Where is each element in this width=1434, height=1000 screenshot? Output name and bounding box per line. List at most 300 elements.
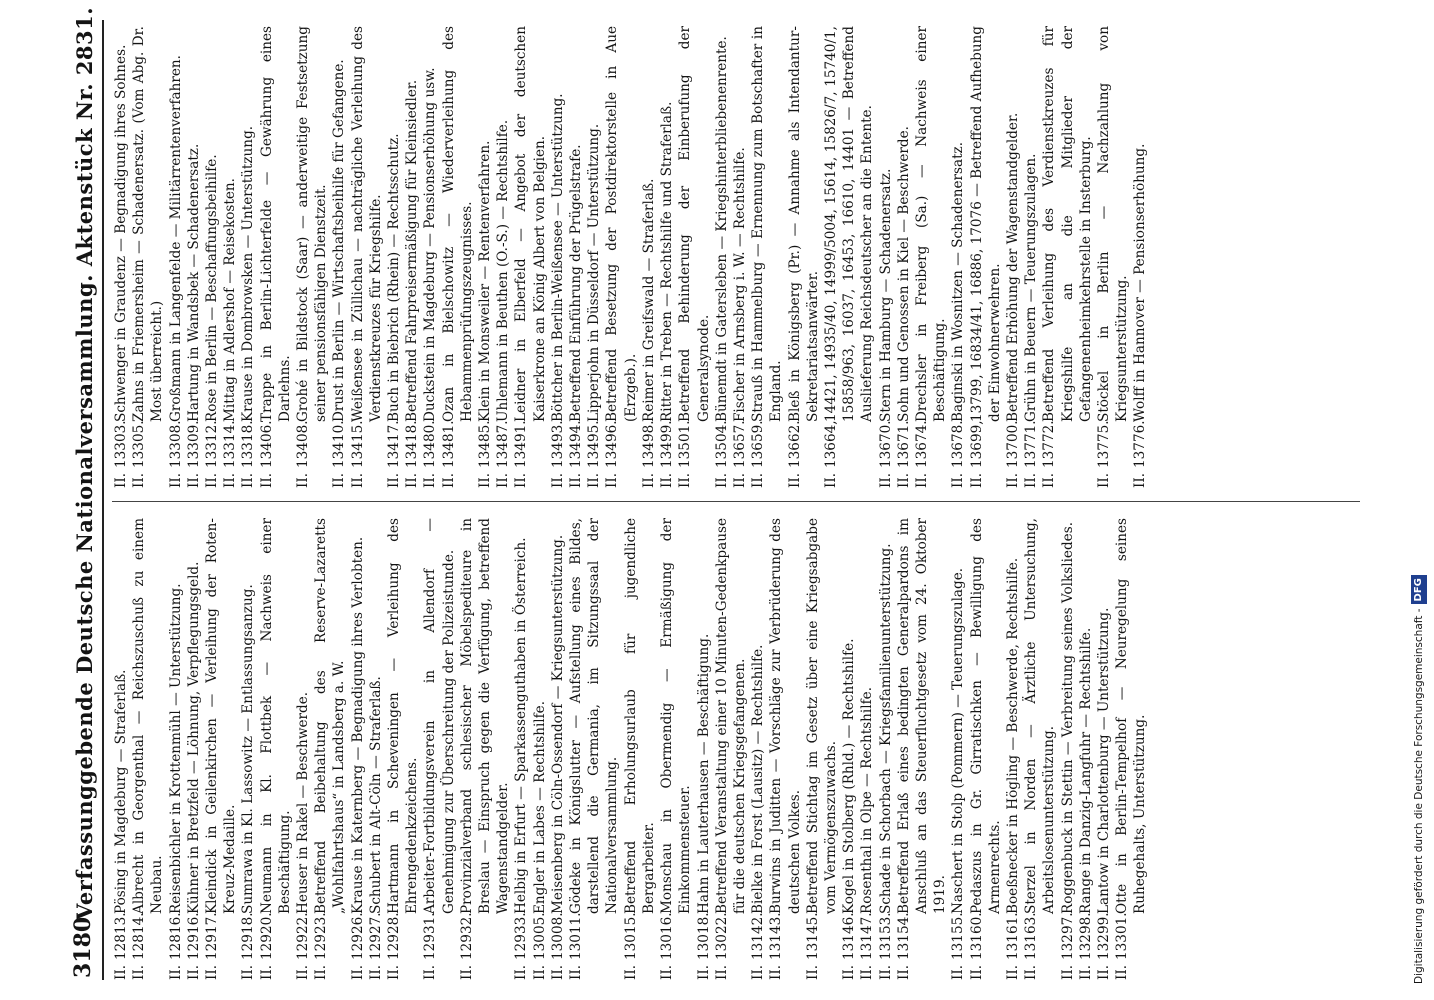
entry-text: Weißensee in Züllichau — nachträgliche Verleihung des Verdienstkreuzes für Kriegshilfe. xyxy=(349,26,384,422)
entry-number: 13496. xyxy=(604,420,621,468)
entry-text: Bünemdt in Gatersleben — Kriegshinterbliebenenrente. xyxy=(713,36,730,422)
register-entry xyxy=(658,518,694,980)
entry-roman-numeral: II. xyxy=(677,472,694,488)
entry-number: 13776. xyxy=(1132,420,1149,468)
register-entry xyxy=(330,26,348,488)
entry-roman-numeral: II. xyxy=(331,472,348,488)
entry-roman-numeral: II. xyxy=(968,964,985,980)
entry-text: Roggenbuck in Stettin — Verbreitung seines Volksliedes. xyxy=(1059,521,1076,914)
entry-roman-numeral: II. xyxy=(877,472,894,488)
entry-roman-numeral: II. xyxy=(204,472,221,488)
entry-number: 12813. xyxy=(113,912,129,960)
entry-roman-numeral: II. xyxy=(422,964,439,980)
register-entry xyxy=(949,26,967,488)
entry-text: Betreffend Stichtag im Gesetz über eine Kriegsabgabe vom Vermögenszuwachs. xyxy=(804,518,839,914)
entry-roman-numeral: II. xyxy=(222,472,239,488)
entry-number: 13699, xyxy=(968,420,985,468)
entry-text: Burwins in Juditten — Vorschläge zur Verbrüderung des deutschen Volkes. xyxy=(768,518,803,914)
entry-number: 13659. xyxy=(750,420,767,468)
entry-roman-numeral: II. xyxy=(877,964,894,980)
register-entry xyxy=(968,518,1004,980)
register-entry xyxy=(1095,26,1131,488)
entry-roman-numeral: II. xyxy=(131,472,148,488)
entry-roman-numeral: II. xyxy=(204,964,221,980)
entry-text: Krause in Katernberg — Begnadigung ihres Verlobten. xyxy=(349,536,366,914)
entry-text: Pösing in Magdeburg — Straferlaß. xyxy=(113,669,129,914)
entry-number: 13147. xyxy=(859,912,876,960)
entry-text: Rose in Berlin — Beschaffungsbeihilfe. xyxy=(204,154,221,422)
register-entry xyxy=(385,26,403,488)
entry-number: 13501. xyxy=(677,420,694,468)
entry-roman-numeral: II. xyxy=(1095,472,1112,488)
register-entry xyxy=(185,26,203,488)
page-number: 3180 xyxy=(70,916,96,978)
entry-number: 13662. xyxy=(786,420,803,468)
entry-roman-numeral: II. xyxy=(1114,964,1131,980)
entry-roman-numeral: II. xyxy=(1132,472,1149,488)
entry-number: 13308. xyxy=(167,420,184,468)
entry-text: Bielke in Forst (Lausitz) — Rechtshilfe. xyxy=(750,644,767,914)
entry-text: Kühner in Bretzfeld — Löhnung, Verpflegungsgeld. xyxy=(185,561,202,914)
entry-roman-numeral: II. xyxy=(786,472,803,488)
register-entry xyxy=(294,518,312,980)
entry-number: 13314. xyxy=(222,420,239,468)
register-entry xyxy=(167,518,185,980)
entry-roman-numeral: II. xyxy=(822,472,839,488)
register-entry xyxy=(421,518,457,980)
register-entry xyxy=(112,26,130,488)
entry-number: 13008. xyxy=(549,912,566,960)
entry-roman-numeral: II. xyxy=(804,964,821,980)
register-entry xyxy=(239,518,257,980)
entry-roman-numeral: II. xyxy=(950,964,967,980)
entry-number: 13491. xyxy=(513,420,530,468)
entry-text: Heuser in Rakel — Beschwerde. xyxy=(295,691,312,914)
entry-number: 13670. xyxy=(877,420,894,468)
entry-roman-numeral: II. xyxy=(640,472,657,488)
entry-roman-numeral: II. xyxy=(313,964,330,980)
entry-text: Mittag in Adlershof — Reisekosten. xyxy=(222,178,239,422)
register-entry xyxy=(294,26,330,488)
register-entry xyxy=(695,518,713,980)
register-entry xyxy=(458,518,513,980)
entry-number: 13657. xyxy=(731,420,748,468)
register-entry xyxy=(895,518,950,980)
register-entry xyxy=(1022,26,1040,488)
entry-number: 13480. xyxy=(422,420,439,468)
entry-text: Schwenger in Graudenz — Begnadigung ihres Sohnes. xyxy=(113,44,129,422)
entry-number: 13160. xyxy=(968,912,985,960)
entry-text: Buch in Biebrich (Rhein) — Rechtsschutz. xyxy=(386,133,403,422)
entry-number: 12916. xyxy=(185,912,202,960)
entry-number: 13775. xyxy=(1095,420,1112,468)
entry-number: 13771. xyxy=(1023,420,1040,468)
register-entry xyxy=(421,26,439,488)
entry-roman-numeral: II. xyxy=(659,472,676,488)
entry-number: 13297. xyxy=(1059,912,1076,960)
entry-text: Drechsler in Freiberg (Sa.) — Nachweis einer Beschäftigung. xyxy=(913,26,949,422)
entry-number: 13154. xyxy=(895,912,912,960)
entry-text: Drust in Berlin — Wirtschaftsbeihilfe für Gefangene. xyxy=(331,59,348,422)
entry-number: 12928. xyxy=(386,912,403,960)
entry-roman-numeral: II. xyxy=(1004,964,1021,980)
entry-text: Naschert in Stolp (Pommern) — Teuerungszulage. xyxy=(950,567,967,914)
entry-text: Leidner in Elberfeld — Angebot der deutschen Kaiserkrone an König Albert von Belgien. xyxy=(513,26,548,422)
register-entry xyxy=(1113,518,1149,980)
rotated-page xyxy=(60,6,1360,980)
entry-number: 13022. xyxy=(713,912,730,960)
entry-number: 13700. xyxy=(1004,420,1021,468)
entry-roman-numeral: II. xyxy=(477,472,494,488)
entry-text: Baginski in Wosnitzen — Schadenersatz. xyxy=(950,141,967,422)
entry-roman-numeral: II. xyxy=(295,964,312,980)
entry-text: 13799, 16834/41, 16886, 17076 — Betreffend Aufhebung der Einwohnerwehren. xyxy=(968,26,1003,422)
entry-number: 13487. xyxy=(495,420,512,468)
entry-number: 13498. xyxy=(640,420,657,468)
entry-roman-numeral: II. xyxy=(950,472,967,488)
dfg-logo: DFG xyxy=(1411,575,1427,604)
entry-number: 13499. xyxy=(659,420,676,468)
entry-number: 13493. xyxy=(549,420,566,468)
entry-number: 13016. xyxy=(659,912,676,960)
entry-text: Grohé in Bildstock (Saar) — anderweitige Festsetzung seiner pensionsfähigen Dienstzeit. xyxy=(295,26,330,422)
register-entry xyxy=(658,26,676,488)
entry-roman-numeral: II. xyxy=(659,964,676,980)
entry-roman-numeral: II. xyxy=(1023,472,1040,488)
entry-text: Engler in Labes — Rechtshilfe. xyxy=(531,700,548,914)
entry-roman-numeral: II. xyxy=(258,472,275,488)
entry-number: 12814. xyxy=(131,912,148,960)
entry-number: 13418. xyxy=(404,420,421,468)
entry-number: 13772. xyxy=(1041,420,1058,468)
entry-roman-numeral: II. xyxy=(458,964,475,980)
register-entry xyxy=(1004,26,1022,488)
entry-number: 13494. xyxy=(568,420,585,468)
register-entry xyxy=(239,26,257,488)
entry-number: 13015. xyxy=(622,912,639,960)
entry-text: Duckstein in Magdeburg — Pensionserhöhung usw. xyxy=(422,67,439,422)
register-entry xyxy=(731,26,749,488)
entry-text: Betreffend Einführung der Prügelstrafe. xyxy=(568,144,585,422)
register-entry xyxy=(567,26,585,488)
entry-number: 13005. xyxy=(531,912,548,960)
entry-text: Böttcher in Berlin-Weißensee — Unterstützung. xyxy=(549,93,566,422)
page-header xyxy=(66,6,104,980)
register-entry xyxy=(1077,518,1095,980)
entry-number: 13299. xyxy=(1095,912,1112,960)
entry-text: Sumrawa in Kl. Lassowitz — Entlassungsanzug. xyxy=(240,584,257,914)
digitization-note-text: Digitalisierung gefördert durch die Deutsche Forschungsgemeinschaft - xyxy=(1413,608,1425,984)
entry-number: 12816. xyxy=(167,912,184,960)
register-entry xyxy=(549,26,567,488)
entry-roman-numeral: II. xyxy=(1004,472,1021,488)
register-entry xyxy=(185,518,203,980)
entry-text: Trappe in Berlin-Lichterfelde — Gewährung eines Darlehns. xyxy=(258,26,293,422)
entry-text: Hahn in Lauterhausen — Beschäftigung. xyxy=(695,633,712,914)
entry-text: Ozan in Bielschowitz — Wiederverleihung des Hebammenprüfungszeugnisses. xyxy=(440,26,475,422)
register-entry xyxy=(895,26,913,488)
entry-roman-numeral: II. xyxy=(713,472,730,488)
entry-number: 13155. xyxy=(950,912,967,960)
entry-number: 13678. xyxy=(950,420,967,468)
entry-text: Range in Danzig-Langfuhr — Rechtshilfe. xyxy=(1077,627,1094,914)
entry-number: 13146. xyxy=(841,912,858,960)
register-entry xyxy=(349,518,367,980)
register-entry xyxy=(221,26,239,488)
entry-text: Hartung in Wandsbek — Schadenersatz. xyxy=(185,143,202,422)
entry-roman-numeral: II. xyxy=(750,964,767,980)
entry-text: 14421, 14935/40, 14999/5004, 15614, 15826/7, 15740/1, 15858/963, 16037, 16453, 16610, 14401 — Betreffend Auslieferung Reichsdeutscher an die Entente. xyxy=(822,26,876,422)
entry-number: 13406. xyxy=(258,420,275,468)
register-entry xyxy=(749,518,767,980)
entry-roman-numeral: II. xyxy=(367,964,384,980)
entry-text: Betreffend Erholungsurlaub für jugendliche Bergarbeiter. xyxy=(622,518,657,914)
entry-text: Stern in Hamburg — Schadenersatz. xyxy=(877,168,894,422)
entry-text: Sohn und Genossen in Kiel — Beschwerde. xyxy=(895,126,912,422)
entry-number: 13495. xyxy=(586,420,603,468)
register-entry xyxy=(877,26,895,488)
entry-roman-numeral: II. xyxy=(568,472,585,488)
entry-number: 13298. xyxy=(1077,912,1094,960)
entry-text: Neumann in Kl. Flottbek — Nachweis einer Beschäftigung. xyxy=(258,518,293,914)
register-entry xyxy=(476,26,494,488)
entry-roman-numeral: II. xyxy=(240,472,257,488)
entry-number: 12917. xyxy=(204,912,221,960)
entry-roman-numeral: II. xyxy=(386,472,403,488)
entry-number: 13312. xyxy=(204,420,221,468)
entry-text: Schubert in Alt-Cöln — Straferlaß. xyxy=(367,676,384,914)
register-entry xyxy=(949,518,967,980)
entry-roman-numeral: II. xyxy=(349,964,366,980)
register-entry xyxy=(877,518,895,980)
entry-roman-numeral: II. xyxy=(513,472,530,488)
entry-text: Bleß in Königsberg (Pr.) — Annahme als Intendantur-Sekretariatsanwärter. xyxy=(786,26,821,422)
entry-number: 13664, xyxy=(822,420,839,468)
entry-number: 12920. xyxy=(258,912,275,960)
entry-text: Betreffend Fahrpreisermäßigung für Kleinsiedler. xyxy=(404,79,421,422)
entry-text: Meisenberg in Cöln-Ossendorf — Kriegsunterstützung. xyxy=(549,534,566,914)
register-entry xyxy=(713,518,749,980)
entry-roman-numeral: II. xyxy=(913,472,930,488)
entry-roman-numeral: II. xyxy=(295,472,312,488)
register-entry xyxy=(822,26,877,488)
entry-roman-numeral: II. xyxy=(113,964,129,980)
register-entry xyxy=(403,26,421,488)
entry-text: Kogel in Stolberg (Rhld.) — Rechtshilfe. xyxy=(841,638,858,914)
entry-text: Monschau in Obermendig — Ermäßigung der Einkommensteuer. xyxy=(659,518,694,914)
register-entry xyxy=(858,518,876,980)
entry-number: 13011. xyxy=(568,912,585,960)
entry-text: Reisenbichler in Krottenmühl — Unterstützung. xyxy=(167,583,184,914)
register-entry xyxy=(312,518,348,980)
entry-text: Betreffend Erhöhung der Wagenstandgelder. xyxy=(1004,112,1021,422)
entry-roman-numeral: II. xyxy=(731,472,748,488)
entry-number: 12922. xyxy=(295,912,312,960)
entry-roman-numeral: II. xyxy=(968,472,985,488)
entry-number: 13143. xyxy=(768,912,785,960)
entry-roman-numeral: II. xyxy=(1041,472,1058,488)
entry-text: Sterzel in Norden — Ärztliche Untersuchung, Arbeitslosenunterstützung. xyxy=(1023,518,1058,914)
entry-text: Rosenthal in Olpe — Rechtshilfe. xyxy=(859,686,876,914)
entry-roman-numeral: II. xyxy=(750,472,767,488)
register-entry xyxy=(676,26,712,488)
entry-number: 13301. xyxy=(1114,912,1131,960)
entry-roman-numeral: II. xyxy=(586,472,603,488)
entry-text: Zahns in Friemersheim — Schadenersatz. (Vom Abg. Dr. Most überreicht.) xyxy=(131,26,166,422)
entry-text: Uhlemann in Beuthen (O.-S.) — Rechtshilfe. xyxy=(495,119,512,422)
register-entry xyxy=(567,518,622,980)
left-column xyxy=(112,518,1150,980)
register-entry xyxy=(603,26,639,488)
entry-text: Lipperjohn in Düsseldorf — Unterstützung. xyxy=(586,123,603,422)
register-entry xyxy=(622,518,658,980)
entry-roman-numeral: II. xyxy=(604,472,621,488)
register-entry xyxy=(1040,26,1095,488)
entry-number: 13305. xyxy=(131,420,148,468)
entry-text: Reimer in Greifswald — Straferlaß. xyxy=(640,178,657,422)
register-entry xyxy=(913,26,949,488)
entry-text: Lantow in Charlottenburg — Unterstützung. xyxy=(1095,607,1112,914)
entry-number: 13163. xyxy=(1023,912,1040,960)
entry-roman-numeral: II. xyxy=(549,964,566,980)
entry-text: Grühn in Beuern — Teuerungszulagen. xyxy=(1023,153,1040,422)
entry-text: Gödeke in Königslutter — Aufstellung eines Bildes, darstellend die Germania, im Sitzungssaal der Nationalversammlung. xyxy=(568,518,621,914)
entry-text: Wolff in Hannover — Pensionserhöhung. xyxy=(1132,143,1149,422)
register-entry xyxy=(804,518,840,980)
entry-text: Großmann in Langenfelde — Militärrentenverfahren. xyxy=(167,55,184,422)
entry-text: Betreffend Besetzung der Postdirektorstelle in Aue (Erzgeb.). xyxy=(604,26,639,422)
entry-number: 13153. xyxy=(877,912,894,960)
entry-text: Pedaszus in Gr. Girratischken — Bewilligung des Armenrechts. xyxy=(968,518,1003,914)
entry-text: Ritter in Treben — Rechtshilfe und Straferlaß. xyxy=(659,101,676,422)
register-entry xyxy=(440,26,476,488)
entry-roman-numeral: II. xyxy=(185,472,202,488)
entry-roman-numeral: II. xyxy=(167,964,184,980)
entry-roman-numeral: II. xyxy=(895,472,912,488)
entry-text: Strauß in Hammelburg — Ernennung zum Botschafter in England. xyxy=(750,26,785,422)
register-entry xyxy=(130,26,166,488)
entry-number: 13309. xyxy=(185,420,202,468)
register-entry xyxy=(385,518,421,980)
entry-number: 13142. xyxy=(750,912,767,960)
entry-roman-numeral: II. xyxy=(841,964,858,980)
entry-roman-numeral: II. xyxy=(386,964,403,980)
entry-number: 13674. xyxy=(913,420,930,468)
register-entry xyxy=(130,518,166,980)
register-entry xyxy=(258,518,294,980)
entry-roman-numeral: II. xyxy=(258,964,275,980)
entry-number: 13408. xyxy=(295,420,312,468)
entry-number: 13417. xyxy=(386,420,403,468)
register-entry xyxy=(531,518,549,980)
column-divider xyxy=(112,501,1360,502)
entry-roman-numeral: II. xyxy=(695,964,712,980)
entry-number: 13415. xyxy=(349,420,366,468)
entry-text: Hartmann in Scheveningen — Verleihung des Ehrengedenkzeichens. xyxy=(386,518,421,914)
entry-text: Fischer in Arnsberg i. W. — Rechtshilfe. xyxy=(731,147,748,422)
entry-number: 13018. xyxy=(695,912,712,960)
register-entry xyxy=(167,26,185,488)
register-entry xyxy=(203,518,239,980)
entry-text: Betreffend Beibehaltung des Reserve-Lazaretts „Wohlfahrtshaus“ in Landsberg a. W. xyxy=(313,518,348,914)
entry-roman-numeral: II. xyxy=(495,472,512,488)
entry-text: Boeßnecker in Högling — Beschwerde, Rechtshilfe. xyxy=(1004,557,1021,914)
entry-roman-numeral: II. xyxy=(895,964,912,980)
entry-text: Kleindick in Geilenkirchen — Verleihung der Roten-Kreuz-Medaille. xyxy=(204,518,239,914)
entry-number: 13481. xyxy=(440,420,457,468)
register-entry xyxy=(112,518,130,980)
register-entry xyxy=(549,518,567,980)
register-entry xyxy=(367,518,385,980)
entry-text: Provinzialverband schlesischer Möbelspediteure in Breslau — Einspruch gegen die Verfügung, betreffend Wagenstandgelder. xyxy=(458,518,512,914)
register-entry xyxy=(749,26,785,488)
entry-text: Arbeiter-Fortbildungsverein in Allendorf — Genehmigung zur Überschreitung der Polizeistunde. xyxy=(422,518,457,914)
register-entry xyxy=(203,26,221,488)
entry-roman-numeral: II. xyxy=(549,472,566,488)
entry-number: 12933. xyxy=(513,912,530,960)
entry-text: Betreffend Erlaß eines bedingten Generalpardons im Anschluß an das Steuerfluchtgesetz vom 24. Oktober 1919. xyxy=(895,518,949,914)
entry-roman-numeral: II. xyxy=(404,472,421,488)
register-entry xyxy=(349,26,385,488)
entry-roman-numeral: II. xyxy=(713,964,730,980)
entry-roman-numeral: II. xyxy=(768,964,785,980)
entry-text: Albrecht in Georgenthal — Reichszuschuß zu einem Neubau. xyxy=(131,518,166,914)
digitization-note xyxy=(1408,6,1430,994)
entry-roman-numeral: II. xyxy=(1059,964,1076,980)
register-entry xyxy=(1022,518,1058,980)
register-entry xyxy=(494,26,512,488)
entry-roman-numeral: II. xyxy=(167,472,184,488)
register-entry xyxy=(1131,26,1149,488)
entry-roman-numeral: II. xyxy=(568,964,585,980)
entry-number: 12918. xyxy=(240,912,257,960)
register-entry xyxy=(1004,518,1022,980)
register-entry xyxy=(767,518,803,980)
entry-roman-numeral: II. xyxy=(349,472,366,488)
entry-number: 12927. xyxy=(367,912,384,960)
entry-text: Betreffend Veranstaltung einer 10 Minuten-Gedenkpause für die deutschen Kriegsgefangenen. xyxy=(713,518,748,914)
entry-text: Betreffend Behinderung der Einberufung der Generalsynode. xyxy=(677,26,712,422)
entry-text: Betreffend Verleihung des Verdienstkreuzes für Kriegshilfe an die Mitglieder der Gefangenenheimkehrstelle in Insterburg. xyxy=(1041,26,1094,422)
entry-text: Klein in Monsweiler — Rentenverfahren. xyxy=(477,140,494,422)
entry-number: 13318. xyxy=(240,420,257,468)
entry-number: 13410. xyxy=(331,420,348,468)
entry-roman-numeral: II. xyxy=(859,964,876,980)
entry-roman-numeral: II. xyxy=(422,472,439,488)
entry-number: 13671. xyxy=(895,420,912,468)
entry-number: 12931. xyxy=(422,912,439,960)
entry-roman-numeral: II. xyxy=(240,964,257,980)
page-title: Verfassunggebende Deutsche Nationalversammlung. Aktenstück Nr. 2831. xyxy=(72,6,97,920)
entry-roman-numeral: II. xyxy=(185,964,202,980)
entry-roman-numeral: II. xyxy=(1023,964,1040,980)
entry-number: 13161. xyxy=(1004,912,1021,960)
register-entry xyxy=(786,26,822,488)
register-entry xyxy=(585,26,603,488)
entry-text: Helbig in Erfurt — Sparkassenguthaben in Österreich. xyxy=(513,537,530,914)
entry-roman-numeral: II. xyxy=(1077,964,1094,980)
entry-roman-numeral: II. xyxy=(531,964,548,980)
register-entry xyxy=(1059,518,1077,980)
register-entry xyxy=(512,518,530,980)
entry-text: Schade in Schorbach — Kriegsfamilienunterstützung. xyxy=(877,543,894,914)
entry-number: 13145. xyxy=(804,912,821,960)
register-entry xyxy=(1095,518,1113,980)
register-entry xyxy=(258,26,294,488)
right-column xyxy=(112,26,1150,488)
entry-text: Otte in Berlin-Tempelhof — Neuregelung seines Ruhegehalts, Unterstützung. xyxy=(1114,518,1149,914)
entry-roman-numeral: II. xyxy=(513,964,530,980)
